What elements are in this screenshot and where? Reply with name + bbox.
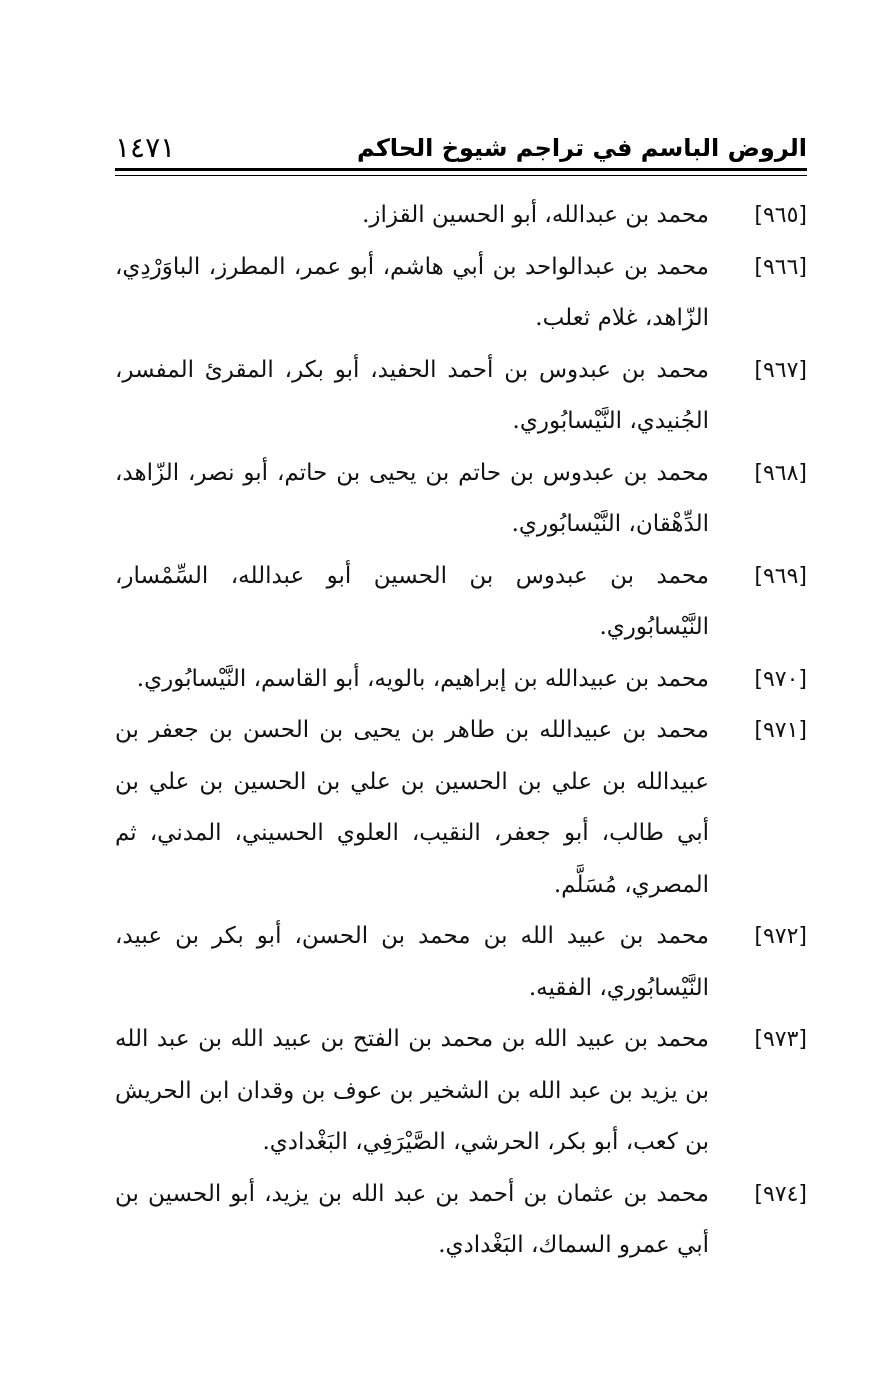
- entry-number: [٩٧١]: [754, 718, 807, 743]
- entry-968: [115, 448, 807, 551]
- entry-number: [٩٦٧]: [754, 357, 807, 383]
- page-number: ١٤٧١: [115, 131, 176, 164]
- entries-list: [115, 190, 807, 1272]
- entry-967: [115, 345, 807, 448]
- entry-text: محمد بن عثمان بن أحمد بن عبد الله بن يزيد، أبو الحسين بن أبي عمرو السماك، البَغْدادي.: [115, 1180, 709, 1258]
- entry-text: محمد بن عبيدالله بن طاهر بن يحيى بن الحسن بن جعفر بن عبيدالله بن علي بن الحسين بن علي بن الحسين بن علي بن أبي طالب، أبو جعفر، النقيب، العلوي الحسيني، المدني، ثم المصري، مُسَلَّم.: [115, 717, 709, 898]
- entry-text: محمد بن عبدوس بن أحمد الحفيد، أبو بكر، المقرئ المفسر، الجُنيدي، النَّيْسابُوري.: [115, 356, 709, 434]
- entry-number: [٩٦٩]: [754, 563, 807, 589]
- entry-text: محمد بن عبيد الله بن محمد بن الفتح بن عبيد الله بن عبد الله بن يزيد بن عبد الله بن الشخير بن عوف بن وقدان ابن الحريش بن كعب، أبو بكر، الحرشي، الصَّيْرَفِي، البَغْدادي.: [115, 1026, 709, 1155]
- header-rule-thin: [115, 175, 807, 176]
- entry-text: محمد بن عبدالواحد بن أبي هاشم، أبو عمر، المطرز، الباوَرْدِي، الزّاهد، غلام ثعلب.: [115, 253, 709, 331]
- header-rule-thick: [115, 168, 807, 171]
- entry-966: [115, 242, 807, 345]
- entry-970: [115, 654, 807, 706]
- header-title: الروض الباسم في تراجم شيوخ الحاكم: [357, 134, 807, 162]
- entry-number: [٩٧٢]: [754, 924, 807, 949]
- entry-number: [٩٦٥]: [754, 203, 807, 228]
- entry-number: [٩٧٠]: [754, 666, 807, 692]
- entry-text: محمد بن عبدالله، أبو الحسين القزاز.: [362, 202, 709, 228]
- entry-965: [115, 190, 807, 242]
- entry-text: محمد بن عبدوس بن حاتم بن يحيى بن حاتم، أبو نصر، الزّاهد، الدِّهْقان، النَّيْسابُوري.: [115, 459, 709, 537]
- entry-971: [115, 705, 807, 911]
- entry-text: محمد بن عبيد الله بن محمد بن الحسن، أبو بكر بن عبيد، النَّيْسابُوري، الفقيه.: [115, 923, 709, 1001]
- entry-969: [115, 551, 807, 654]
- entry-text: محمد بن عبدوس بن الحسين أبو عبدالله، السِّمْسار، النَّيْسابُوري.: [115, 562, 709, 640]
- entry-number: [٩٧٣]: [754, 1027, 807, 1052]
- running-header: [115, 120, 807, 164]
- entry-text: محمد بن عبيدالله بن إبراهيم، بالويه، أبو القاسم، النَّيْسابُوري.: [136, 665, 709, 692]
- entry-number: [٩٧٤]: [754, 1181, 807, 1207]
- entry-974: [115, 1169, 807, 1272]
- entry-number: [٩٦٦]: [754, 254, 807, 280]
- entry-number: [٩٦٨]: [754, 460, 807, 486]
- entry-973: [115, 1014, 807, 1169]
- entry-972: [115, 911, 807, 1014]
